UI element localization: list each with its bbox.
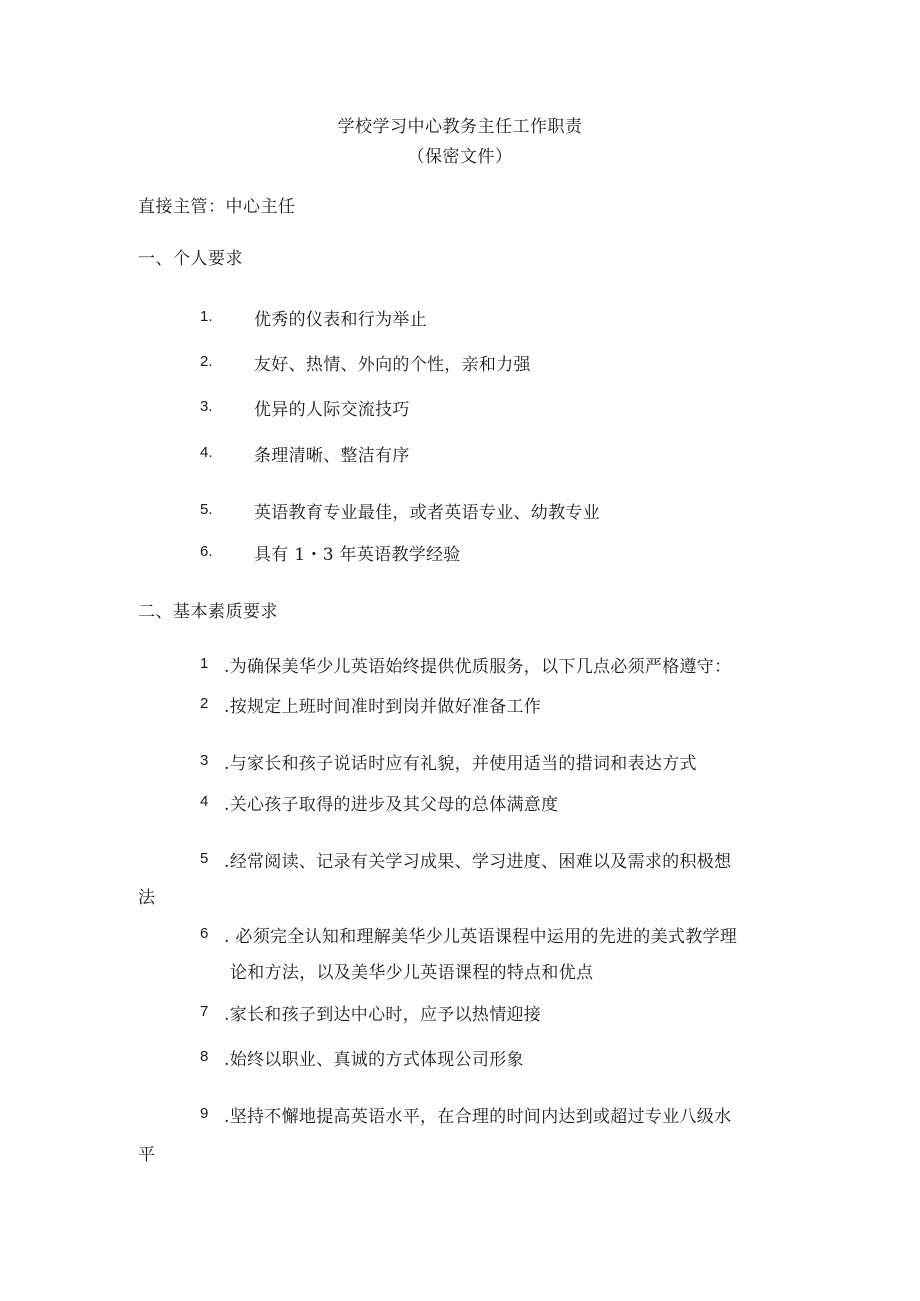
section2-item-number: 1 (200, 655, 209, 672)
section2-item-continuation: 论和方法，以及美华少儿英语课程的特点和优点 (230, 963, 594, 983)
section2-item-number: 8 (200, 1048, 209, 1065)
document-title: 学校学习中心教务主任工作职责 (337, 117, 583, 137)
section2-item-continuation: 法 (138, 888, 156, 908)
document-subtitle: （保密文件） (407, 147, 513, 167)
section1-item-number: 1. (200, 308, 213, 325)
section2-heading: 二、基本素质要求 (138, 602, 278, 622)
section1-item-number: 5. (200, 501, 213, 518)
section2-item-text: .按规定上班时间准时到岗并做好准备工作 (224, 697, 542, 717)
section2-item-text: .经常阅读、记录有关学习成果、学习进度、困难以及需求的积极想 (224, 852, 732, 872)
section1-item-text: 具有 1・3 年英语教学经验 (254, 545, 461, 565)
section1-item-number: 3. (200, 398, 213, 415)
section2-item-text: .坚持不懈地提高英语水平，在合理的时间内达到或超过专业八级水 (224, 1107, 732, 1127)
section1-item-text: 优异的人际交流技巧 (254, 400, 410, 420)
direct-supervisor: 直接主管：中心主任 (138, 197, 296, 217)
section1-heading: 一、个人要求 (138, 249, 243, 269)
section2-item-text: .始终以职业、真诚的方式体现公司形象 (224, 1050, 524, 1070)
section2-item-number: 5 (200, 850, 209, 867)
section2-item-text: .为确保美华少儿英语始终提供优质服务，以下几点必须严格遵守： (224, 657, 732, 677)
section1-item-text: 优秀的仪表和行为举止 (254, 310, 427, 330)
section2-item-number: 3 (200, 752, 209, 769)
section2-item-text: .与家长和孩子说话时应有礼貌，并使用适当的措词和表达方式 (224, 754, 697, 774)
section1-item-number: 2. (200, 353, 213, 370)
section2-item-continuation: 平 (138, 1145, 156, 1165)
section1-item-number: 4. (200, 444, 213, 461)
section2-item-number: 4 (200, 793, 209, 810)
section1-item-number: 6. (200, 543, 213, 560)
section2-item-number: 9 (200, 1105, 209, 1122)
section1-item-text: 英语教育专业最佳，或者英语专业、幼教专业 (254, 503, 600, 523)
section2-item-text: .家长和孩子到达中心时，应予以热情迎接 (224, 1005, 542, 1025)
section1-item-text: 友好、热情、外向的个性，亲和力强 (254, 355, 531, 375)
section2-item-number: 2 (200, 695, 209, 712)
section2-item-text: . 必须完全认知和理解美华少儿英语课程中运用的先进的美式教学理 (224, 927, 738, 947)
section1-item-text: 条理清晰、整洁有序 (254, 446, 410, 466)
section2-item-number: 6 (200, 925, 209, 942)
section2-item-text: .关心孩子取得的进步及其父母的总体满意度 (224, 795, 559, 815)
section2-item-number: 7 (200, 1003, 209, 1020)
